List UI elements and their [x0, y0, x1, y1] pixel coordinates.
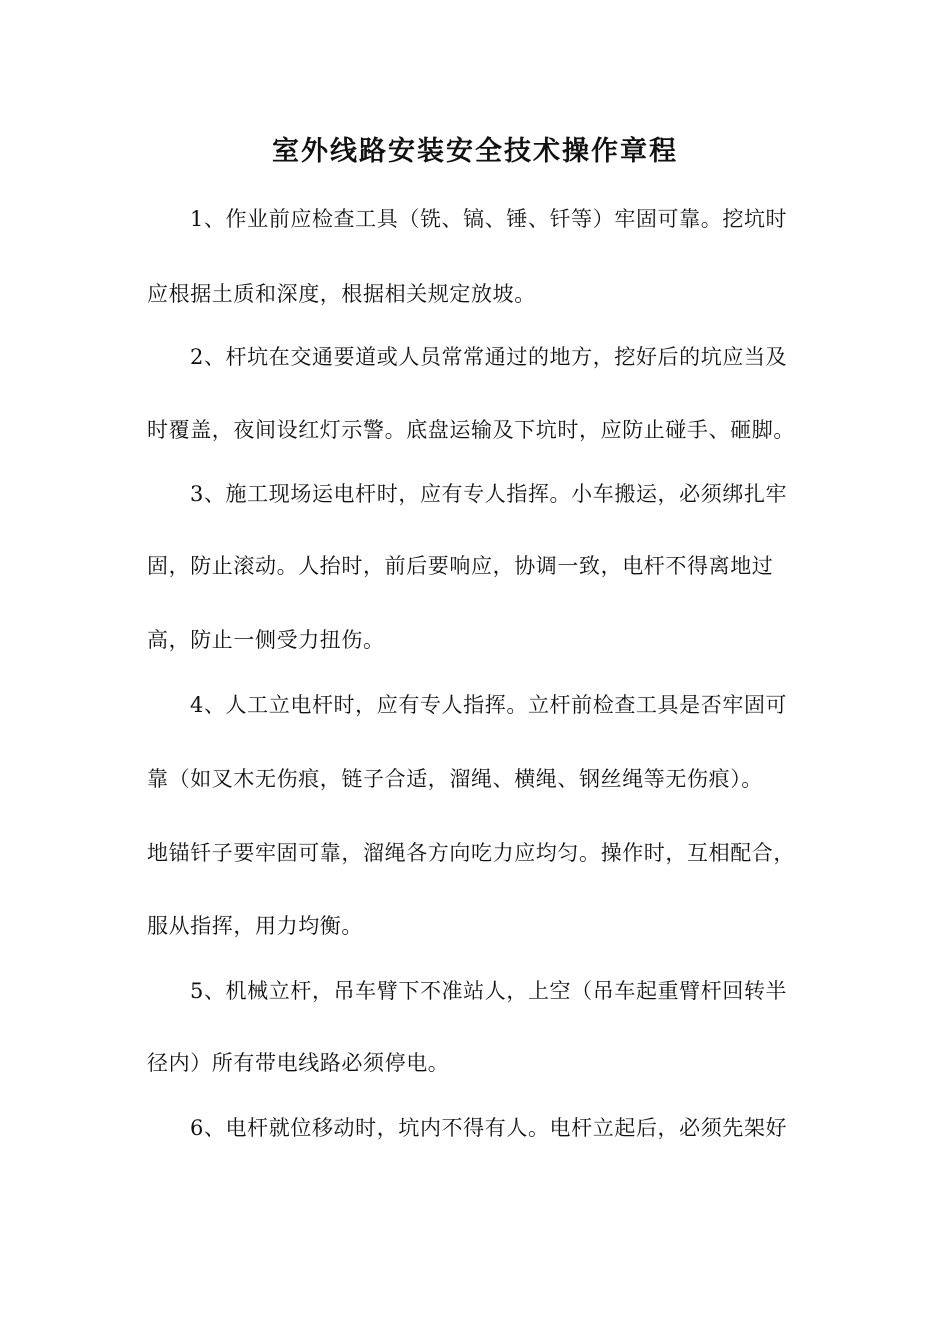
- paragraph-line: 服从指挥，用力均衡。: [147, 914, 363, 938]
- paragraph-line: 2、杆坑在交通要道或人员常常通过的地方，挖好后的坑应当及: [190, 345, 788, 369]
- paragraph-line: 地锚钎子要牢固可靠，溜绳各方向吃力应均匀。操作时，互相配合，: [147, 841, 795, 865]
- paragraph-line: 固，防止滚动。人抬时，前后要响应，协调一致，电杆不得离地过: [147, 554, 774, 578]
- paragraph-line: 1、作业前应检查工具（铣、镐、锤、钎等）牢固可靠。挖坑时: [190, 207, 788, 231]
- paragraph-line: 靠（如叉木无伤痕，链子合适，溜绳、横绳、钢丝绳等无伤痕）。: [147, 767, 763, 791]
- document-title: 室外线路安装安全技术操作章程: [272, 136, 678, 167]
- paragraph-line: 时覆盖，夜间设红灯示警。底盘运输及下坑时，应防止碰手、砸脚。: [147, 418, 795, 442]
- paragraph-line: 4、人工立电杆时，应有专人指挥。立杆前检查工具是否牢固可: [190, 693, 788, 717]
- paragraph-line: 高，防止一侧受力扭伤。: [147, 628, 385, 652]
- paragraph-line: 径内）所有带电线路必须停电。: [147, 1051, 450, 1075]
- paragraph-line: 3、施工现场运电杆时，应有专人指挥。小车搬运，必须绑扎牢: [190, 482, 788, 506]
- paragraph-line: 5、机械立杆，吊车臂下不准站人，上空（吊车起重臂杆回转半: [190, 979, 788, 1003]
- paragraph-line: 应根据土质和深度，根据相关规定放坡。: [147, 282, 536, 306]
- paragraph-line: 6、电杆就位移动时，坑内不得有人。电杆立起后，必须先架好: [190, 1116, 788, 1140]
